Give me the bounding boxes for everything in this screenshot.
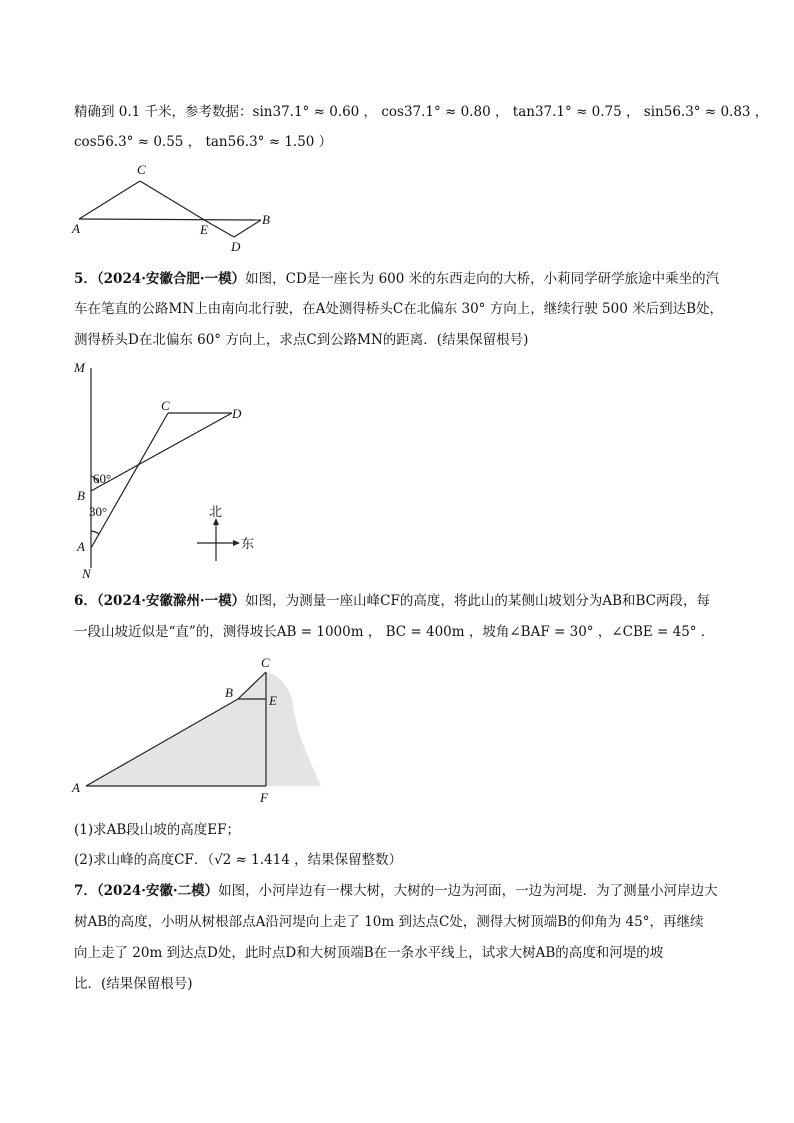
segment-db	[234, 220, 261, 237]
label-b-fig6: B	[225, 685, 233, 700]
q7-line-1	[74, 882, 718, 900]
q6-line-2: 一段山坡近似是“直”的，测得坡长AB = 1000m ， BC = 400m ，坡角∠BAF = 30° ，∠CBE = 45° ．	[74, 624, 715, 640]
q5-text-1: 如图，CD是一座长为 600 米的东西走向的大桥，小莉同学研学旅途中乘坐的汽	[245, 271, 720, 287]
label-east: 东	[241, 536, 255, 551]
east-arrow-icon	[233, 540, 240, 546]
prev-line-1: 精确到 0.1 千米，参考数据：sin37.1° ≈ 0.60 ， cos37.1° ≈ 0.80 ， tan37.1° ≈ 0.75 ， sin56.3° ≈ 0.83 ，	[74, 104, 769, 120]
q7-source: （2024·安徽·二模）	[96, 883, 219, 899]
label-e-fig4: E	[200, 222, 208, 237]
q5-number: 5．	[74, 271, 97, 287]
segment-ce	[140, 181, 206, 221]
segment-ac	[79, 181, 140, 219]
q5-line-3: 测得桥头D在北偏东 60° 方向上，求点C到公路MN的距离．(结果保留根号)	[74, 332, 529, 348]
label-a-fig4: A	[72, 221, 80, 236]
label-b-fig5: B	[77, 488, 85, 503]
label-a-fig6: A	[72, 780, 80, 795]
q6-number: 6．	[74, 593, 97, 609]
q6-source: （2024·安徽滁州·一模）	[96, 593, 246, 609]
label-a-fig5: A	[77, 539, 85, 554]
label-d-fig5: D	[232, 406, 242, 421]
q7-line-4: 比．(结果保留根号)	[74, 976, 193, 992]
q6-sub-2: (2)求山峰的高度CF．（√2 ≈ 1.414 ，结果保留整数）	[74, 852, 403, 868]
q6-line-1	[74, 592, 710, 610]
q6-sub-1: (1)求AB段山坡的高度EF；	[74, 822, 241, 838]
q5-line-1	[74, 270, 719, 288]
label-e-fig6: E	[269, 693, 277, 708]
segment-ed	[206, 221, 234, 237]
prev-line-2: cos56.3° ≈ 0.55 ， tan56.3° ≈ 1.50 ）	[74, 134, 333, 150]
q7-text-1: 如图，小河岸边有一棵大树，大树的一边为河面，一边为河堤．为了测量小河岸边大	[218, 883, 718, 899]
north-arrow-icon	[213, 518, 219, 525]
mountain-silhouette	[86, 672, 321, 786]
segment-ab	[79, 219, 261, 220]
label-north: 北	[209, 504, 223, 519]
q5-source: （2024·安徽合肥·一模）	[96, 271, 246, 287]
q7-line-2: 树AB的高度，小明从树根部点A沿河堤向上走了 10m 到达点C处，测得大树顶端B的仰角为 45°，再继续	[74, 914, 704, 930]
label-c-fig5: C	[161, 398, 170, 413]
label-c-fig4: C	[137, 162, 146, 177]
q7-line-3: 向上走了 20m 到达点D处，此时点D和大树顶端B在一条水平线上，试求大树AB的高度和河堤的坡	[74, 945, 664, 961]
label-f-fig6: F	[260, 790, 268, 805]
angle-label-30: 30°	[89, 504, 108, 519]
label-c-fig6: C	[261, 655, 270, 670]
q5-line-2: 车在笔直的公路MN上由南向北行驶，在A处测得桥头C在北偏东 30° 方向上，继续行驶 500 米后到达B处，	[74, 301, 723, 317]
q7-number: 7．	[74, 883, 97, 899]
label-n: N	[82, 566, 91, 581]
angle-label-60: 60°	[93, 471, 112, 486]
q6-text-1: 如图，为测量一座山峰CF的高度，将此山的某侧山坡划分为AB和BC两段，每	[245, 593, 711, 609]
angle-arc-a	[91, 531, 99, 534]
label-m: M	[74, 360, 85, 375]
label-d-fig4: D	[231, 239, 241, 254]
label-b-fig4: B	[262, 212, 270, 227]
